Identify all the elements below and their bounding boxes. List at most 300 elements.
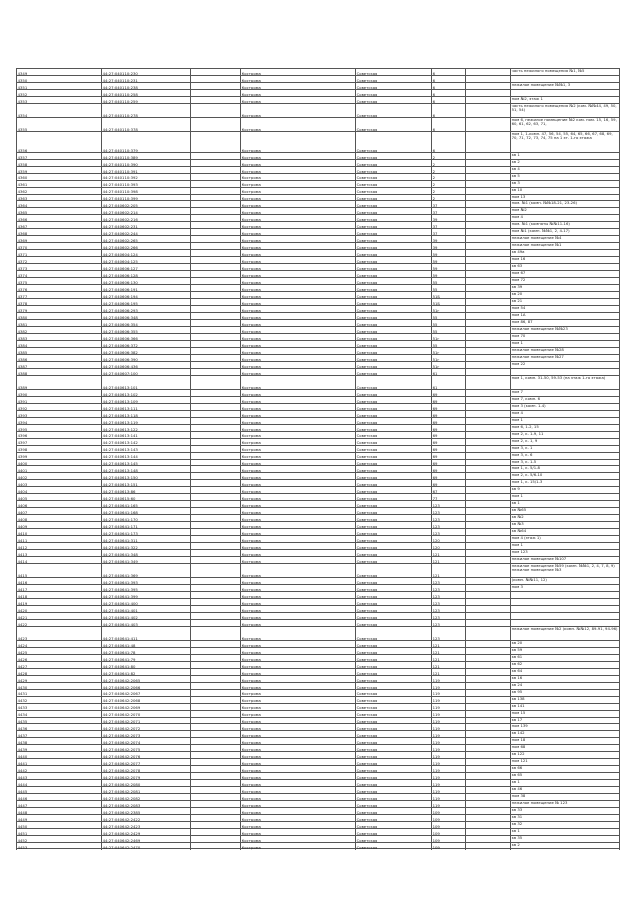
cadastral-number: 44:27:040602:231 — [101, 222, 190, 229]
row-number: 4418 — [16, 592, 101, 599]
city-cell: Кострома — [240, 641, 355, 648]
street-cell: Советская — [355, 599, 431, 606]
row-number: 4410 — [16, 529, 101, 536]
house-cell: 119 — [431, 697, 465, 704]
row-number: 4420 — [16, 606, 101, 613]
row-number: 4404 — [16, 487, 101, 494]
street-cell: Советская — [355, 494, 431, 501]
cadastral-number: 44:27:040110:391 — [101, 167, 190, 174]
premises-description: кв №65 — [510, 508, 620, 515]
house-cell: 51Б — [431, 292, 465, 299]
row-number: 4448 — [16, 808, 101, 815]
cadastral-number: 44:27:040613:109 — [101, 397, 190, 404]
cadastral-number: 44:27:040613:148 — [101, 466, 190, 473]
city-cell: Кострома — [240, 362, 355, 369]
house-cell: 123 — [431, 501, 465, 508]
cadastral-number: 44:27:040110:393 — [101, 181, 190, 188]
street-cell: Советская — [355, 536, 431, 543]
city-cell: Кострома — [240, 718, 355, 725]
street-cell: Советская — [355, 271, 431, 278]
city-cell: Кострома — [240, 404, 355, 411]
table-row — [16, 103, 620, 118]
premises-description: кв 35 — [510, 836, 620, 843]
house-cell: 6 — [431, 69, 465, 76]
row-number: 4434 — [16, 711, 101, 718]
row-number: 4403 — [16, 480, 101, 487]
premises-description: часть нежилого помещения №1, №5 — [510, 69, 620, 76]
house-cell: 69 — [431, 453, 465, 460]
street-cell: Советская — [355, 97, 431, 104]
house-cell: 119 — [431, 759, 465, 766]
city-cell: Кострома — [240, 292, 355, 299]
cadastral-number: 44:27:040613:111 — [101, 404, 190, 411]
empty-cell — [465, 564, 510, 578]
city-cell: Кострома — [240, 724, 355, 731]
cadastral-number: 44:27:040110:390 — [101, 160, 190, 167]
city-cell: Кострома — [240, 648, 355, 655]
premises-description: пом 2, к. 1, 9 — [510, 439, 620, 446]
street-cell: Советская — [355, 515, 431, 522]
cadastral-number: 44:27:040642:2078 — [101, 766, 190, 773]
cadastral-number: 44:27:040641:173 — [101, 529, 190, 536]
city-cell: Кострома — [240, 243, 355, 250]
house-cell: 123 — [431, 585, 465, 592]
city-cell: Кострома — [240, 285, 355, 292]
premises-description: пом 15 — [510, 711, 620, 718]
cadastral-number: 44:27:040602:214 — [101, 208, 190, 215]
cadastral-number: 44:27:040613:141 — [101, 432, 190, 439]
city-cell: Кострома — [240, 453, 355, 460]
city-cell: Кострома — [240, 376, 355, 390]
row-number: 4370 — [16, 243, 101, 250]
city-cell: Кострома — [240, 759, 355, 766]
premises-description: пом 1, к. 15/1-3 — [510, 480, 620, 487]
row-number: 4439 — [16, 745, 101, 752]
city-cell: Кострома — [240, 515, 355, 522]
house-cell: 109 — [431, 843, 465, 850]
row-number: 4412 — [16, 543, 101, 550]
house-cell: 123 — [431, 578, 465, 585]
premises-description: пом 1, 1-комн. 47, 56, 54, 55, 64, 65, 66, 67, 68, 69, 70, 71, 72, 73, 74, 75 на 1 эт. 1-го этажа — [510, 132, 620, 153]
city-cell: Кострома — [240, 536, 355, 543]
row-number: 4432 — [16, 697, 101, 704]
row-number: 4450 — [16, 822, 101, 829]
cadastral-number: 44:27:040641:165 — [101, 501, 190, 508]
street-cell: Советская — [355, 801, 431, 808]
city-cell: Кострома — [240, 697, 355, 704]
street-cell: Советская — [355, 250, 431, 257]
house-cell: 2 — [431, 160, 465, 167]
cadastral-number: 44:27:040642:2069 — [101, 704, 190, 711]
street-cell: Советская — [355, 752, 431, 759]
premises-description: кв 3 — [510, 181, 620, 188]
row-number: 4371 — [16, 250, 101, 257]
cadastral-number: 44:27:040110:378 — [101, 118, 190, 132]
row-number: 4440 — [16, 752, 101, 759]
premises-description: пом 3, к. 1-5 — [510, 460, 620, 467]
city-cell: Кострома — [240, 731, 355, 738]
street-cell: Советская — [355, 480, 431, 487]
row-number: 4422 — [16, 620, 101, 627]
cadastral-number: 44:27:040110:278 — [101, 104, 190, 118]
street-cell: Советская — [355, 195, 431, 202]
city-cell: Кострома — [240, 425, 355, 432]
street-cell: Советская — [355, 557, 431, 564]
cadastral-number: 44:27:040641:78 — [101, 648, 190, 655]
empty-cell — [465, 104, 510, 118]
cadastral-number: 44:27:040606:191 — [101, 285, 190, 292]
table-row — [16, 131, 620, 153]
cadastral-number: 44:27:040613:145 — [101, 460, 190, 467]
city-cell: Кострома — [240, 188, 355, 195]
cadastral-number: 44:27:040641:80 — [101, 662, 190, 669]
city-cell: Кострома — [240, 69, 355, 76]
street-cell: Советская — [355, 188, 431, 195]
street-cell: Советская — [355, 208, 431, 215]
premises-description: пом 7 — [510, 390, 620, 397]
street-cell: Советская — [355, 808, 431, 815]
house-cell: 39 — [431, 215, 465, 222]
cadastral-number: 44:27:040641:399 — [101, 592, 190, 599]
house-cell: 6 — [431, 132, 465, 153]
row-number: 4437 — [16, 731, 101, 738]
cadastral-number: 44:27:040613:151 — [101, 480, 190, 487]
premises-description: пом 1, к. 5/1-8 — [510, 466, 620, 473]
row-number: 4391 — [16, 397, 101, 404]
city-cell: Кострома — [240, 271, 355, 278]
street-cell: Советская — [355, 466, 431, 473]
premises-description: кв 65 — [510, 773, 620, 780]
premises-description: пом №1 (комн. №№1, 2, 4-17) — [510, 229, 620, 236]
street-cell: Советская — [355, 201, 431, 208]
cadastral-number: 44:27:040642:2075 — [101, 745, 190, 752]
premises-description: кв 2 — [510, 160, 620, 167]
premises-description: нежилое помещение №28 — [510, 348, 620, 355]
house-cell: 59 — [431, 250, 465, 257]
street-cell: Советская — [355, 829, 431, 836]
city-cell: Кострома — [240, 676, 355, 683]
house-cell: 119 — [431, 780, 465, 787]
house-cell: 123 — [431, 529, 465, 536]
street-cell: Советская — [355, 501, 431, 508]
cadastral-number: 44:27:040602:265 — [101, 236, 190, 243]
cadastral-number: 44:27:040110:259 — [101, 97, 190, 104]
street-cell: Советская — [355, 390, 431, 397]
cadastral-number: 44:27:040642:2074 — [101, 738, 190, 745]
house-cell: 6 — [431, 83, 465, 90]
street-cell: Советская — [355, 118, 431, 132]
city-cell: Кострома — [240, 787, 355, 794]
street-cell: Советская — [355, 160, 431, 167]
house-cell: 69 — [431, 425, 465, 432]
premises-description: нежилое помещение № 123 — [510, 801, 620, 808]
street-cell: Советская — [355, 348, 431, 355]
house-cell: 123 — [431, 627, 465, 641]
city-cell: Кострома — [240, 494, 355, 501]
row-number: 4382 — [16, 327, 101, 334]
row-number: 4442 — [16, 766, 101, 773]
row-number: 4421 — [16, 613, 101, 620]
city-cell: Кострома — [240, 355, 355, 362]
cadastral-number: 44:27:040110:399 — [101, 195, 190, 202]
premises-description: нежилое помещение №107 — [510, 557, 620, 564]
house-cell: 123 — [431, 508, 465, 515]
row-number: 4446 — [16, 794, 101, 801]
house-cell: 109 — [431, 829, 465, 836]
row-number: 4407 — [16, 508, 101, 515]
table-row — [16, 375, 620, 390]
cadastral-number: 44:27:040641:403 — [101, 620, 190, 627]
premises-description: нежилое помещение №59 (комн. №№1, 2, 4, 7, 8, 9) нежилое помещение №3 — [510, 564, 620, 578]
city-cell: Кострома — [240, 446, 355, 453]
premises-description: пом 72 — [510, 278, 620, 285]
row-number: 4451 — [16, 829, 101, 836]
cadastral-number: 44:27:040606:194 — [101, 292, 190, 299]
premises-description: пом 6, нежилое помещение №2 ком. пом. 15, 16, 59, 60, 61, 62, 63, 71, — [510, 118, 620, 132]
street-cell: Советская — [355, 718, 431, 725]
empty-cell — [465, 843, 510, 850]
city-cell: Кострома — [240, 822, 355, 829]
cadastral-number: 44:27:040641:171 — [101, 522, 190, 529]
city-cell: Кострома — [240, 752, 355, 759]
cadastral-number: 44:27:040613:101 — [101, 376, 190, 390]
premises-description: кв 5 — [510, 174, 620, 181]
house-cell: 119 — [431, 704, 465, 711]
street-cell: Советская — [355, 529, 431, 536]
street-cell: Советская — [355, 787, 431, 794]
street-cell: Советская — [355, 676, 431, 683]
city-cell: Кострома — [240, 620, 355, 627]
cadastral-number: 44:27:040606:130 — [101, 278, 190, 285]
street-cell: Советская — [355, 446, 431, 453]
street-cell: Советская — [355, 836, 431, 843]
row-number: 4435 — [16, 718, 101, 725]
cadastral-number: 44:27:040110:231 — [101, 76, 190, 83]
city-cell: Кострома — [240, 690, 355, 697]
house-cell: 119 — [431, 801, 465, 808]
house-cell: 109 — [431, 808, 465, 815]
city-cell: Кострома — [240, 543, 355, 550]
row-number: 4358 — [16, 160, 101, 167]
row-number: 4395 — [16, 425, 101, 432]
row-number: 4417 — [16, 585, 101, 592]
row-number: 4408 — [16, 515, 101, 522]
premises-description: кв 21 — [510, 299, 620, 306]
city-cell: Кострома — [240, 153, 355, 160]
street-cell: Советская — [355, 334, 431, 341]
premises-description: нежилое помещение №4 — [510, 236, 620, 243]
row-number: 4390 — [16, 390, 101, 397]
house-cell: 55 — [431, 327, 465, 334]
house-cell: 37 — [431, 229, 465, 236]
premises-description: нежилое помещение №27 — [510, 355, 620, 362]
street-cell: Советская — [355, 738, 431, 745]
cadastral-number: 44:27:040602:216 — [101, 215, 190, 222]
cadastral-number: 44:27:040110:398 — [101, 188, 190, 195]
street-cell: Советская — [355, 229, 431, 236]
row-number: 4357 — [16, 153, 101, 160]
premises-description: пом 1, комн. 31-50, 59-53 (на этаж 1-го этажа) — [510, 376, 620, 390]
row-number: 4449 — [16, 815, 101, 822]
cadastral-number: 44:27:040641:48 — [101, 641, 190, 648]
street-cell: Советская — [355, 794, 431, 801]
empty-cell — [190, 627, 240, 641]
house-cell: 67 — [431, 487, 465, 494]
cadastral-number: 44:27:040642:2081 — [101, 787, 190, 794]
street-cell: Советская — [355, 397, 431, 404]
cadastral-number: 44:27:040642:2073 — [101, 731, 190, 738]
cadastral-number: 44:27:040606:195 — [101, 299, 190, 306]
row-number: 4383 — [16, 334, 101, 341]
street-cell: Советская — [355, 780, 431, 787]
premises-description: пом 1А — [510, 313, 620, 320]
house-cell: 123 — [431, 606, 465, 613]
row-number: 4393 — [16, 411, 101, 418]
street-cell: Советская — [355, 104, 431, 118]
house-cell: 51г — [431, 362, 465, 369]
city-cell: Кострома — [240, 369, 355, 376]
city-cell: Кострома — [240, 508, 355, 515]
city-cell: Кострома — [240, 397, 355, 404]
row-number: 4427 — [16, 662, 101, 669]
premises-description: кв 20 — [510, 292, 620, 299]
city-cell: Кострома — [240, 418, 355, 425]
row-number: 4353 — [16, 97, 101, 104]
empty-cell — [190, 104, 240, 118]
city-cell: Кострома — [240, 592, 355, 599]
house-cell: 37 — [431, 222, 465, 229]
street-cell: Советская — [355, 543, 431, 550]
row-number: 4409 — [16, 522, 101, 529]
cadastral-number: 44:27:040613:118 — [101, 411, 190, 418]
city-cell: Кострома — [240, 704, 355, 711]
city-cell: Кострома — [240, 829, 355, 836]
cadastral-number: 44:27:040606:348 — [101, 313, 190, 320]
street-cell: Советская — [355, 411, 431, 418]
house-cell: 123 — [431, 613, 465, 620]
premises-description: кв №3 — [510, 522, 620, 529]
house-cell: 6 — [431, 76, 465, 83]
city-cell: Кострома — [240, 195, 355, 202]
house-cell: 2 — [431, 181, 465, 188]
premises-description: кв 39 — [510, 285, 620, 292]
row-number: 4445 — [16, 787, 101, 794]
house-cell: 69 — [431, 466, 465, 473]
row-number: 4372 — [16, 257, 101, 264]
street-cell: Советская — [355, 153, 431, 160]
cadastral-number: 44:27:040641:168 — [101, 508, 190, 515]
cadastral-number: 44:27:040615:60 — [101, 494, 190, 501]
city-cell: Кострома — [240, 599, 355, 606]
house-cell: 2 — [431, 188, 465, 195]
row-number: 4401 — [16, 466, 101, 473]
house-cell: 119 — [431, 794, 465, 801]
city-cell: Кострома — [240, 181, 355, 188]
house-cell: 51г — [431, 348, 465, 355]
cadastral-number: 44:27:040110:392 — [101, 174, 190, 181]
street-cell: Советская — [355, 487, 431, 494]
street-cell: Советская — [355, 641, 431, 648]
house-cell: 69 — [431, 397, 465, 404]
house-cell: 6 — [431, 104, 465, 118]
register-table — [16, 68, 620, 849]
house-cell: 119 — [431, 683, 465, 690]
city-cell: Кострома — [240, 341, 355, 348]
street-cell: Советская — [355, 453, 431, 460]
street-cell: Советская — [355, 578, 431, 585]
row-number: 4373 — [16, 264, 101, 271]
house-cell: 2 — [431, 153, 465, 160]
premises-description: кв 1 — [510, 153, 620, 160]
cadastral-number: 44:27:040642:2070 — [101, 711, 190, 718]
cadastral-number: 44:27:040606:127 — [101, 264, 190, 271]
house-cell: 109 — [431, 822, 465, 829]
cadastral-number: 44:27:040613:102 — [101, 390, 190, 397]
row-number: 4436 — [16, 724, 101, 731]
street-cell: Советская — [355, 815, 431, 822]
cadastral-number: 44:27:040641:79 — [101, 655, 190, 662]
street-cell: Советская — [355, 627, 431, 641]
city-cell: Кострома — [240, 836, 355, 843]
city-cell: Кострома — [240, 466, 355, 473]
house-cell: 119 — [431, 745, 465, 752]
row-number: 4377 — [16, 292, 101, 299]
city-cell: Кострома — [240, 683, 355, 690]
cadastral-number: 44:27:040606:366 — [101, 334, 190, 341]
empty-cell — [190, 118, 240, 132]
cadastral-number: 44:27:040642:2068 — [101, 697, 190, 704]
house-cell: 6 — [431, 97, 465, 104]
row-number: 4429 — [16, 676, 101, 683]
cadastral-number: 44:27:040642:2072 — [101, 724, 190, 731]
cadastral-number: 44:27:040642:2385 — [101, 808, 190, 815]
street-cell: Советская — [355, 369, 431, 376]
premises-description: пом №2, этаж 1 — [510, 97, 620, 104]
row-number: 4425 — [16, 648, 101, 655]
premises-description: пом 3, к. 1 — [510, 446, 620, 453]
city-cell: Кострома — [240, 843, 355, 850]
house-cell: 119 — [431, 724, 465, 731]
street-cell: Советская — [355, 69, 431, 76]
street-cell: Советская — [355, 341, 431, 348]
premises-description: нежилое помещение №№23 — [510, 327, 620, 334]
row-number: 4352 — [16, 90, 101, 97]
row-number: 4386 — [16, 355, 101, 362]
street-cell: Советская — [355, 404, 431, 411]
street-cell: Советская — [355, 648, 431, 655]
empty-cell — [190, 376, 240, 390]
cadastral-number: 44:27:040641:170 — [101, 515, 190, 522]
city-cell: Кострома — [240, 432, 355, 439]
premises-description: кв 20 — [510, 641, 620, 648]
city-cell: Кострома — [240, 794, 355, 801]
row-number: 4413 — [16, 550, 101, 557]
empty-cell — [190, 132, 240, 153]
row-number: 4375 — [16, 278, 101, 285]
cadastral-number: 44:27:040602:205 — [101, 201, 190, 208]
house-cell: 119 — [431, 711, 465, 718]
cadastral-number: 44:27:040602:244 — [101, 229, 190, 236]
city-cell: Кострома — [240, 76, 355, 83]
city-cell: Кострома — [240, 167, 355, 174]
house-cell: 120 — [431, 536, 465, 543]
premises-description: кв 33 — [510, 808, 620, 815]
premises-description: кв 32 — [510, 822, 620, 829]
house-cell: 69 — [431, 404, 465, 411]
premises-description: кв 62 — [510, 662, 620, 669]
premises-description: пом 1 — [510, 418, 620, 425]
city-cell: Кострома — [240, 522, 355, 529]
